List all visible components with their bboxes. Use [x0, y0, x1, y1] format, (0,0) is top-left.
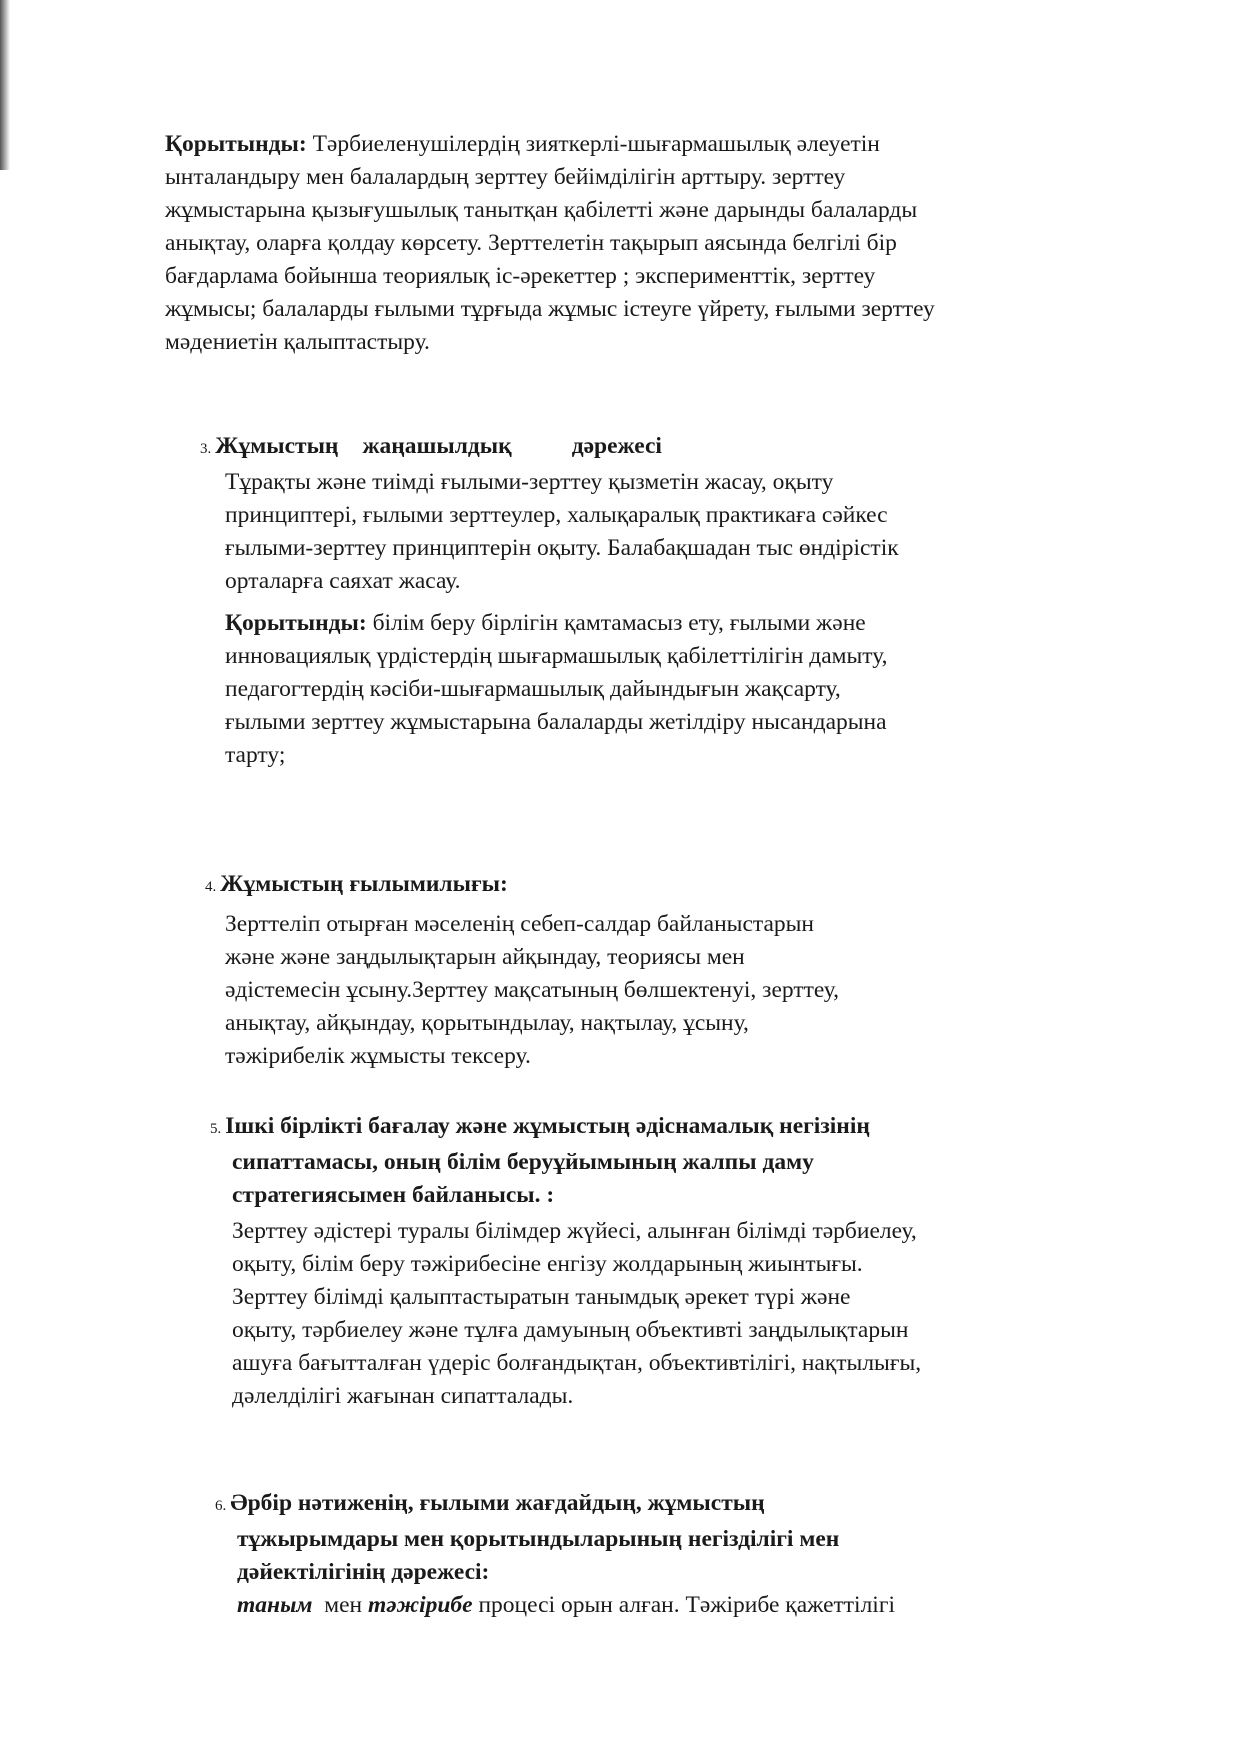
section-3-conclusion-line-1: инновациялық үрдістердің шығармашылық қабілеттілігін дамыту,: [225, 643, 888, 669]
section-6-em-2: тәжірибе: [368, 1592, 473, 1618]
section-5-line-3: оқыту, тәрбиелеу және тұлға дамуының объективті заңдылықтарын: [232, 1317, 909, 1343]
section-5-line-5: дәлелділігі жағынан сипатталады.: [232, 1383, 574, 1409]
intro-line-6: мәдениетін қалыптастыру.: [165, 329, 430, 355]
section-4-line-3: анықтау, айқындау, қорытындылау, нақтылау, ұсыну,: [225, 1010, 749, 1036]
section-3-conclusion-line-4: тарту;: [225, 742, 286, 768]
section-3-title-a: Жұмыстың: [215, 433, 339, 459]
section-5-title-0: Ішкі бірлікті бағалау және жұмыстың әдіснамалық негізінің: [225, 1113, 870, 1139]
section-6-rest: процесі орын алған. Тәжірибе қажеттілігі: [472, 1592, 895, 1618]
section-3-title-c: дәрежесі: [571, 433, 662, 459]
intro-text: Тәрбиеленушілердің зияткерлі-шығармашылық әлеуетін: [306, 131, 880, 157]
intro-label: Қорытынды:: [165, 131, 307, 157]
section-3-title-b: жаңашылдық: [362, 433, 512, 459]
section-3-conclusion-text: білім беру бірлігін қамтамасыз ету, ғылыми және: [366, 610, 866, 636]
intro-line-4: бағдарлама бойынша теориялық іс-әрекеттер ; эксперименттік, зерттеу: [165, 263, 876, 289]
section-4-heading: [205, 868, 1105, 904]
section-4-line-1: және және заңдылықтарын айқындау, теориясы мен: [225, 944, 745, 970]
section-3-line-3: орталарға саяхат жасау.: [225, 568, 461, 594]
intro-block: [165, 128, 1125, 359]
section-4-line-0: Зерттеліп отырған мәселенің себеп-салдар байланыстарын: [225, 911, 814, 937]
intro-line-5: жұмысы; балаларды ғылыми тұрғыда жұмыс істеуге үйрету, ғылыми зерттеу: [165, 296, 935, 322]
section-6-mid: мен: [312, 1592, 368, 1618]
section-3-conclusion-line-0: [225, 607, 1105, 640]
section-6-em-1: таным: [237, 1592, 313, 1618]
section-5-line-2: Зерттеу білімді қалыптастыратын танымдық әрекет түрі және: [232, 1284, 851, 1310]
section-5-heading: [210, 1110, 1110, 1212]
section-6-title-2: дәйектілігінің дәрежесі:: [237, 1559, 490, 1585]
section-6-title-0: Әрбір нәтиженің, ғылыми жағдайдың, жұмыстың: [230, 1490, 765, 1516]
section-3-conclusion-line-2: педагогтердің кәсіби-шығармашылық дайындығын жақсарту,: [225, 676, 841, 702]
section-3-line-1: принциптері, ғылыми зерттеулер, халықаралық практикаға сәйкес: [225, 502, 888, 528]
section-5-title-1: сипаттамасы, оның білім беруұйымының жалпы даму: [232, 1149, 814, 1175]
section-6-title-1: тұжырымдары мен қорытындыларының негізділігі мен: [237, 1526, 840, 1552]
section-5-number: 5.: [210, 1121, 222, 1137]
intro-line-0: [165, 128, 1125, 161]
section-4-line-4: тәжірибелік жұмысты тексеру.: [225, 1043, 531, 1069]
section-3-body: [225, 466, 1105, 598]
section-5-title-2: стратегиясымен байланысы. :: [232, 1182, 555, 1208]
section-6-heading: [215, 1487, 1115, 1622]
intro-line-3: анықтау, оларға қолдау көрсету. Зерттелетін тақырып аясында белгілі бір: [165, 230, 897, 256]
section-3-line-2: ғылыми-зерттеу принциптерін оқыту. Балабақшадан тыс өндірістік: [225, 535, 899, 561]
section-4-body: [225, 908, 1105, 1073]
section-4-number: 4.: [205, 879, 217, 895]
section-5-body: [232, 1215, 1112, 1413]
section-4-title: Жұмыстың ғылымилығы:: [220, 871, 508, 897]
section-3-heading: [200, 430, 1100, 466]
intro-line-1: ынталандыру мен балалардың зерттеу бейімділігін арттыру. зерттеу: [165, 164, 846, 190]
section-6-number: 6.: [215, 1498, 227, 1514]
section-4-line-2: әдістемесін ұсыну.Зерттеу мақсатының бөлшектенуі, зерттеу,: [225, 977, 839, 1003]
section-6-line-0: [215, 1589, 1115, 1622]
section-5-line-0: Зерттеу әдістері туралы білімдер жүйесі, алынған білімді тәрбиелеу,: [232, 1218, 917, 1244]
section-3-line-0: Тұрақты және тиімді ғылыми-зерттеу қызметін жасау, оқыту: [225, 469, 834, 495]
section-3-number: 3.: [200, 441, 212, 457]
section-3-conclusion-label: Қорытынды:: [225, 610, 367, 636]
section-3-conclusion-line-3: ғылыми зерттеу жұмыстарына балаларды жетілдіру нысандарына: [225, 709, 887, 735]
section-5-line-1: оқыту, білім беру тәжірибесіне енгізу жолдарының жиынтығы.: [232, 1251, 863, 1277]
section-5-line-4: ашуға бағытталған үдеріс болғандықтан, объективтілігі, нақтылығы,: [232, 1350, 922, 1376]
section-3-conclusion: [225, 607, 1105, 772]
intro-line-2: жұмыстарына қызығушылық танытқан қабілетті және дарынды балаларды: [165, 197, 918, 223]
